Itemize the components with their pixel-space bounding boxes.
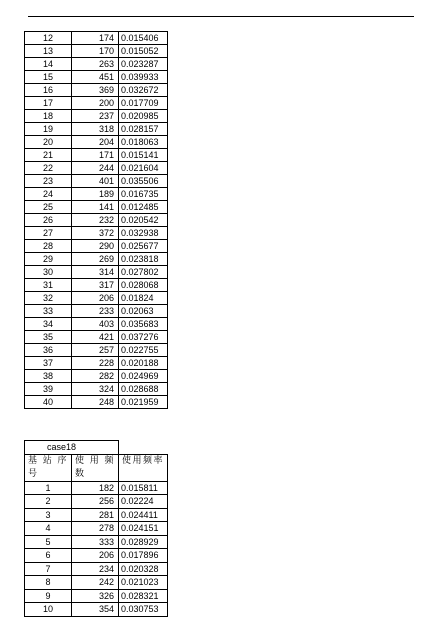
usage-rate-cell: 0.015052 [119, 45, 168, 58]
usage-rate-cell: 0.021959 [119, 396, 168, 409]
usage-rate-cell: 0.018063 [119, 136, 168, 149]
usage-count-cell: 171 [72, 149, 119, 162]
station-id-cell: 3 [25, 508, 72, 522]
usage-count-cell: 282 [72, 370, 119, 383]
station-frequency-table-continued [24, 31, 168, 409]
station-id-cell: 9 [25, 589, 72, 603]
station-id-cell: 27 [25, 227, 72, 240]
station-id-cell: 16 [25, 84, 72, 97]
table-row [25, 522, 168, 536]
table-row [25, 58, 168, 71]
table-row [25, 227, 168, 240]
usage-rate-cell: 0.039933 [119, 71, 168, 84]
station-id-cell: 24 [25, 188, 72, 201]
usage-rate-cell: 0.035506 [119, 175, 168, 188]
usage-count-cell: 451 [72, 71, 119, 84]
usage-rate-cell: 0.02063 [119, 305, 168, 318]
usage-count-cell: 324 [72, 383, 119, 396]
usage-rate-cell: 0.030753 [119, 603, 168, 617]
station-id-cell: 7 [25, 562, 72, 576]
table-row [25, 318, 168, 331]
usage-rate-cell: 0.01824 [119, 292, 168, 305]
usage-rate-cell: 0.028929 [119, 535, 168, 549]
usage-rate-cell: 0.020985 [119, 110, 168, 123]
station-id-cell: 25 [25, 201, 72, 214]
usage-count-cell: 232 [72, 214, 119, 227]
table-row [25, 495, 168, 509]
usage-rate-cell: 0.021023 [119, 576, 168, 590]
usage-rate-cell: 0.037276 [119, 331, 168, 344]
station-id-cell: 12 [25, 32, 72, 45]
usage-count-cell: 170 [72, 45, 119, 58]
usage-count-cell: 206 [72, 549, 119, 563]
table-row [25, 576, 168, 590]
station-id-cell: 1 [25, 481, 72, 495]
station-id-cell: 19 [25, 123, 72, 136]
usage-count-cell: 263 [72, 58, 119, 71]
usage-rate-cell: 0.017709 [119, 97, 168, 110]
usage-rate-cell: 0.027802 [119, 266, 168, 279]
table-row [25, 508, 168, 522]
table-row [25, 188, 168, 201]
table-row [25, 396, 168, 409]
usage-count-cell: 204 [72, 136, 119, 149]
usage-rate-cell: 0.028068 [119, 279, 168, 292]
usage-rate-cell: 0.023818 [119, 253, 168, 266]
station-id-cell: 31 [25, 279, 72, 292]
station-id-cell: 6 [25, 549, 72, 563]
usage-rate-cell: 0.012485 [119, 201, 168, 214]
table-row [25, 32, 168, 45]
table-row [25, 71, 168, 84]
usage-rate-cell: 0.020328 [119, 562, 168, 576]
usage-rate-cell: 0.024151 [119, 522, 168, 536]
station-id-cell: 4 [25, 522, 72, 536]
table-row [25, 305, 168, 318]
table-row [25, 201, 168, 214]
station-id-cell: 23 [25, 175, 72, 188]
usage-rate-cell: 0.016735 [119, 188, 168, 201]
table-row [25, 149, 168, 162]
usage-rate-cell: 0.020542 [119, 214, 168, 227]
usage-count-cell: 242 [72, 576, 119, 590]
table-row [25, 562, 168, 576]
usage-count-cell: 182 [72, 481, 119, 495]
usage-rate-cell: 0.025677 [119, 240, 168, 253]
table-row [25, 214, 168, 227]
usage-rate-cell: 0.015141 [119, 149, 168, 162]
table-row [25, 136, 168, 149]
station-id-cell: 30 [25, 266, 72, 279]
usage-count-cell: 401 [72, 175, 119, 188]
table2-title-empty-cell [119, 441, 168, 455]
usage-count-cell: 269 [72, 253, 119, 266]
usage-count-cell: 278 [72, 522, 119, 536]
table-row [25, 240, 168, 253]
usage-count-cell: 281 [72, 508, 119, 522]
station-id-cell: 20 [25, 136, 72, 149]
usage-count-cell: 354 [72, 603, 119, 617]
usage-count-cell: 228 [72, 357, 119, 370]
usage-rate-cell: 0.028321 [119, 589, 168, 603]
usage-count-cell: 244 [72, 162, 119, 175]
usage-rate-cell: 0.015811 [119, 481, 168, 495]
table2-body [25, 441, 168, 617]
usage-rate-cell: 0.023287 [119, 58, 168, 71]
table-row [25, 292, 168, 305]
usage-count-cell: 234 [72, 562, 119, 576]
station-id-cell: 34 [25, 318, 72, 331]
table1-body [25, 32, 168, 409]
station-id-cell: 33 [25, 305, 72, 318]
usage-count-cell: 421 [72, 331, 119, 344]
usage-count-cell: 257 [72, 344, 119, 357]
station-id-cell: 22 [25, 162, 72, 175]
station-id-cell: 28 [25, 240, 72, 253]
usage-rate-cell: 0.02224 [119, 495, 168, 509]
usage-rate-cell: 0.021604 [119, 162, 168, 175]
header-rule [28, 16, 414, 17]
usage-rate-cell: 0.020188 [119, 357, 168, 370]
column-header-usage-rate: 使用频率 [119, 454, 168, 481]
station-id-cell: 29 [25, 253, 72, 266]
station-id-cell: 8 [25, 576, 72, 590]
station-id-cell: 37 [25, 357, 72, 370]
usage-rate-cell: 0.028157 [119, 123, 168, 136]
table-row [25, 123, 168, 136]
table-row [25, 331, 168, 344]
usage-rate-cell: 0.015406 [119, 32, 168, 45]
usage-count-cell: 141 [72, 201, 119, 214]
station-id-cell: 2 [25, 495, 72, 509]
station-id-cell: 40 [25, 396, 72, 409]
usage-rate-cell: 0.035683 [119, 318, 168, 331]
usage-rate-cell: 0.028688 [119, 383, 168, 396]
usage-rate-cell: 0.022755 [119, 344, 168, 357]
table-row [25, 370, 168, 383]
station-id-cell: 5 [25, 535, 72, 549]
usage-count-cell: 256 [72, 495, 119, 509]
column-header-station-id: 基站序号 [25, 454, 72, 481]
table-row [25, 175, 168, 188]
station-id-cell: 15 [25, 71, 72, 84]
station-id-cell: 18 [25, 110, 72, 123]
station-id-cell: 14 [25, 58, 72, 71]
usage-count-cell: 206 [72, 292, 119, 305]
usage-count-cell: 333 [72, 535, 119, 549]
station-id-cell: 17 [25, 97, 72, 110]
case18-table [24, 440, 168, 617]
table2-title: case18 [25, 441, 119, 455]
column-header-usage-count: 使用频数 [72, 454, 119, 481]
station-id-cell: 39 [25, 383, 72, 396]
usage-count-cell: 317 [72, 279, 119, 292]
table-row [25, 84, 168, 97]
usage-count-cell: 189 [72, 188, 119, 201]
table-row [25, 253, 168, 266]
usage-count-cell: 174 [72, 32, 119, 45]
station-id-cell: 38 [25, 370, 72, 383]
table-row [25, 603, 168, 617]
usage-count-cell: 318 [72, 123, 119, 136]
usage-count-cell: 233 [72, 305, 119, 318]
usage-count-cell: 200 [72, 97, 119, 110]
table-row [25, 549, 168, 563]
table-row [25, 481, 168, 495]
station-id-cell: 21 [25, 149, 72, 162]
usage-rate-cell: 0.024969 [119, 370, 168, 383]
station-id-cell: 35 [25, 331, 72, 344]
station-id-cell: 10 [25, 603, 72, 617]
station-id-cell: 13 [25, 45, 72, 58]
table-row [25, 266, 168, 279]
table-row [25, 45, 168, 58]
usage-rate-cell: 0.017896 [119, 549, 168, 563]
table-row [25, 279, 168, 292]
table-row [25, 162, 168, 175]
station-id-cell: 36 [25, 344, 72, 357]
usage-count-cell: 369 [72, 84, 119, 97]
usage-rate-cell: 0.032672 [119, 84, 168, 97]
table-row [25, 110, 168, 123]
usage-count-cell: 403 [72, 318, 119, 331]
usage-count-cell: 372 [72, 227, 119, 240]
usage-count-cell: 248 [72, 396, 119, 409]
table-row [25, 535, 168, 549]
usage-rate-cell: 0.024411 [119, 508, 168, 522]
usage-count-cell: 290 [72, 240, 119, 253]
table-row [25, 357, 168, 370]
usage-count-cell: 237 [72, 110, 119, 123]
table2-title-row [25, 441, 168, 455]
station-id-cell: 32 [25, 292, 72, 305]
table-row [25, 383, 168, 396]
station-id-cell: 26 [25, 214, 72, 227]
usage-rate-cell: 0.032938 [119, 227, 168, 240]
table-row [25, 344, 168, 357]
usage-count-cell: 326 [72, 589, 119, 603]
table2-header-row [25, 454, 168, 481]
table-row [25, 589, 168, 603]
usage-count-cell: 314 [72, 266, 119, 279]
table-row [25, 97, 168, 110]
